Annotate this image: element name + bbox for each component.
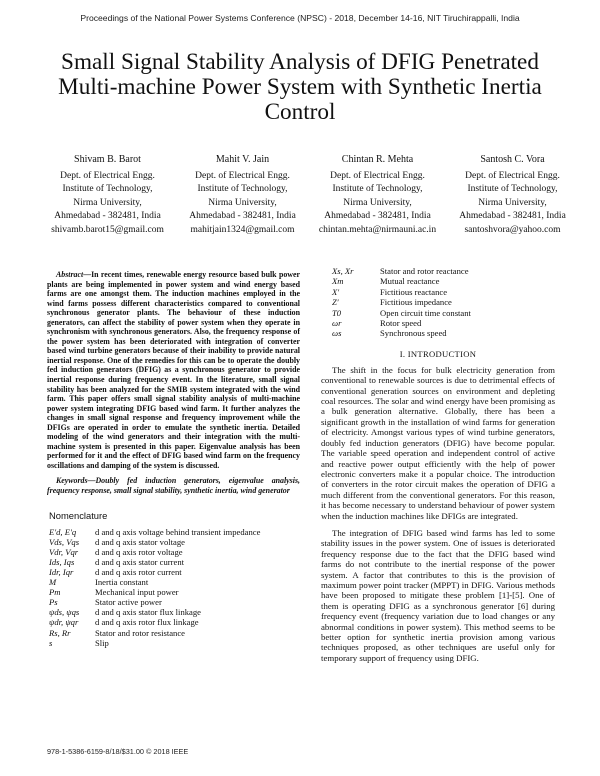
nomenclature-description: Inertia constant (95, 577, 149, 588)
nomenclature-symbol: M (49, 577, 57, 588)
author-city: Ahmedabad - 382481, India (459, 211, 566, 222)
author-city: Ahmedabad - 382481, India (324, 211, 431, 222)
nomenclature-row (47, 587, 300, 597)
nomenclature-description: d and q axis rotor flux linkage (95, 617, 199, 628)
nomenclature-row (47, 537, 300, 547)
nomenclature-list (47, 527, 300, 648)
nomenclature-symbol: ωr (332, 318, 342, 329)
nomenclature-description: Stator and rotor resistance (95, 627, 185, 638)
nomenclature-description: Open circuit time constant (380, 307, 471, 318)
author-4 (445, 153, 580, 238)
author-dept: Dept. of Electrical Engg. (195, 170, 290, 181)
nomenclature-description: Rotor speed (380, 318, 422, 329)
nomenclature-symbol: ωs (332, 328, 342, 339)
nomenclature-symbol: X′ (332, 286, 340, 297)
nomenclature-row (47, 597, 300, 607)
nomenclature-heading: Nomenclature (49, 509, 108, 521)
nomenclature-description: d and q axis stator voltage (95, 536, 185, 547)
nomenclature-symbol: ψdr, ψqr (49, 617, 79, 628)
nomenclature-row (47, 527, 300, 537)
author-block (40, 153, 580, 238)
nomenclature-row (47, 628, 300, 638)
nomenclature-row (47, 607, 300, 617)
author-institute: Institute of Technology, (467, 184, 558, 195)
right-column (321, 266, 555, 663)
author-city: Ahmedabad - 382481, India (54, 211, 161, 222)
nomenclature-symbol: E′d, E′q (49, 526, 77, 537)
nomenclature-description: Slip (95, 637, 109, 648)
nomenclature-description: Fictitious reactance (380, 286, 448, 297)
nomenclature-symbol: ψds, ψqs (49, 607, 80, 618)
nomenclature-symbol: Ids, Iqs (49, 556, 75, 567)
nomenclature-symbol: Vds, Vqs (49, 536, 80, 547)
paper-title: Small Signal Stability Analysis of DFIG Penetrated Multi-machine Power System with Synthetic Inertia Control (58, 49, 542, 125)
author-university: Nirma University, (478, 197, 547, 208)
author-institute: Institute of Technology, (332, 184, 423, 195)
author-dept: Dept. of Electrical Engg. (60, 170, 155, 181)
nomenclature-continued (321, 266, 555, 339)
nomenclature-description: Synchronous speed (380, 328, 447, 339)
nomenclature-row (47, 547, 300, 557)
author-institute: Institute of Technology, (62, 184, 153, 195)
nomenclature-row (321, 276, 555, 286)
copyright-footer: 978-1-5386-6159-8/18/$31.00 © 2018 IEEE (47, 747, 189, 756)
abstract (47, 270, 300, 470)
nomenclature-row (47, 638, 300, 648)
nomenclature-description: Stator active power (95, 597, 162, 608)
author-3 (310, 153, 445, 238)
nomenclature-description: Mutual reactance (380, 276, 440, 287)
conference-header: Proceedings of the National Power Systems Conference (NPSC) - 2018, December 14-16, NIT Tiruchirappalli, India (80, 13, 520, 23)
nomenclature-description: d and q axis stator flux linkage (95, 607, 201, 618)
nomenclature-symbol: T0 (332, 307, 342, 318)
nomenclature-row (321, 318, 555, 328)
nomenclature-row (321, 328, 555, 338)
nomenclature-symbol: s (49, 637, 53, 648)
nomenclature-row (321, 308, 555, 318)
author-university: Nirma University, (343, 197, 412, 208)
nomenclature-description: d and q axis rotor current (95, 566, 182, 577)
author-email: chintan.mehta@nirmauni.ac.in (318, 224, 437, 235)
nomenclature-symbol: Rs, Rr (49, 627, 71, 638)
nomenclature-symbol: Vdr, Vqr (49, 546, 79, 557)
author-email: santoshvora@yahoo.com (464, 224, 561, 235)
author-dept: Dept. of Electrical Engg. (330, 170, 425, 181)
author-institute: Institute of Technology, (197, 184, 288, 195)
keywords: Keywords—Doubly fed induction generators, eigenvalue analysis, frequency response, small signal stability, synthetic inertia, wind generator (47, 476, 300, 496)
author-name: Santosh C. Vora (480, 154, 545, 165)
nomenclature-description: d and q axis voltage behind transient impedance (95, 526, 261, 537)
nomenclature-symbol: Xs, Xr (332, 266, 354, 276)
author-name: Chintan R. Mehta (341, 154, 414, 165)
nomenclature-description: d and q axis stator current (95, 556, 185, 567)
abstract-text: —In recent times, renewable energy resource based bulk power plants are being implemented in power system and wind energy based farms are one amongst them. The induction machines employed in the wind farms possess different characteristics compared to conventional synchronous generator plants. The behaviour of these induction generators, can affect the stability of power system when they operate in synchronism with synchronous generators. Also, the frequency response of the power system has been deteriorated with integration of converter based wind turbine generators because of their inability to provide natural inertial response. One of the remedies for this can be to operate the doubly fed induction generators (DFIG) as a synchronous generator to provide inertial response during frequency event. In the literature, small signal stability has been analyzed for the SMIB system integrated with the wind farm. This paper offers small signal stability analysis of multi-machine power system integrating DFIG based wind farm. It further analyzes the changes in small signal response and frequency improvement while the DFIGs are operated in order to emulate the synthetic inertia. Detailed modeling of the wind generators and their integration with the multi-machine system is presented in this paper. Eigenvalue analysis has been performed for it and the effect of DFIG based wind farm on the frequency oscillations and damping of the system is discussed. (47, 270, 300, 470)
nomenclature-row (47, 577, 300, 587)
paragraph: The shift in the focus for bulk electricity generation from conventional to renewable sources is due to detrimental effects of conventional generation sources on environment and depleting coal resources. The solar and wind energy have been promising as a bulk generation alternative. Globally, there has been a significant growth in the installation of wind farms for generation of electricity. Amongst various types of wind turbine generators, doubly fed induction generators (DFIG) have become popular. The variable speed operation and independent control of active and reactive power output efficiently with the help of power electronic converters make it a popular choice. The introduction of converters in the rotor circuit makes the operation of DFIG a much different from the conventional generators. For this reason, it has become necessary to understand behaviour of power system when the induction machines like DFIGs are integrated. (321, 364, 555, 521)
author-1 (40, 153, 175, 238)
nomenclature-description: Mechanical input power (95, 587, 179, 598)
nomenclature-symbol: Xm (332, 276, 344, 287)
nomenclature-description: d and q axis rotor voltage (95, 546, 183, 557)
nomenclature-row (321, 297, 555, 307)
author-name: Mahit V. Jain (215, 154, 270, 165)
author-name: Shivam B. Barot (74, 154, 141, 165)
nomenclature-row (321, 287, 555, 297)
paragraph: The integration of DFIG based wind farms has led to some stability issues in the power system. One of issues is deteriorated frequency response due to the fact that the DFIG based wind farms do not contribute to the inertial response of the power system. A factor that contributes to this is the provision of maximum power point tracker (MPPT) in DFIG. Various methods have been proposed to mitigate these problem [1]-[5]. One of them is operating DFIG as a synchronous generator [6] during frequency event (frequency variation due to load changes or any abnormal conditions in power system). This method seems to be better option for synthetic inertia provision among various techniques proposed, as other techniques are useful only for temporary support of frequency using DFIG. (321, 527, 555, 663)
nomenclature-symbol: Ps (49, 597, 58, 608)
nomenclature-symbol: Pm (49, 587, 61, 598)
nomenclature-symbol: Z′ (332, 297, 339, 308)
author-email: shivamb.barot15@gmail.com (51, 224, 164, 235)
section-title: I. INTRODUCTION (399, 348, 477, 359)
author-dept: Dept. of Electrical Engg. (465, 170, 560, 181)
author-city: Ahmedabad - 382481, India (189, 211, 296, 222)
author-email: mahitjain1324@gmail.com (190, 224, 295, 235)
nomenclature-symbol: Idr, Iqr (49, 566, 74, 577)
left-column (47, 270, 300, 648)
nomenclature-description: Stator and rotor reactance (380, 266, 469, 276)
author-university: Nirma University, (73, 197, 142, 208)
nomenclature-row (47, 557, 300, 567)
author-university: Nirma University, (208, 197, 277, 208)
abstract-label: Abstract (56, 270, 84, 279)
nomenclature-row (47, 617, 300, 627)
nomenclature-row (321, 266, 555, 276)
nomenclature-description: Fictitious impedance (380, 297, 452, 308)
nomenclature-row (47, 567, 300, 577)
author-2 (175, 153, 310, 238)
